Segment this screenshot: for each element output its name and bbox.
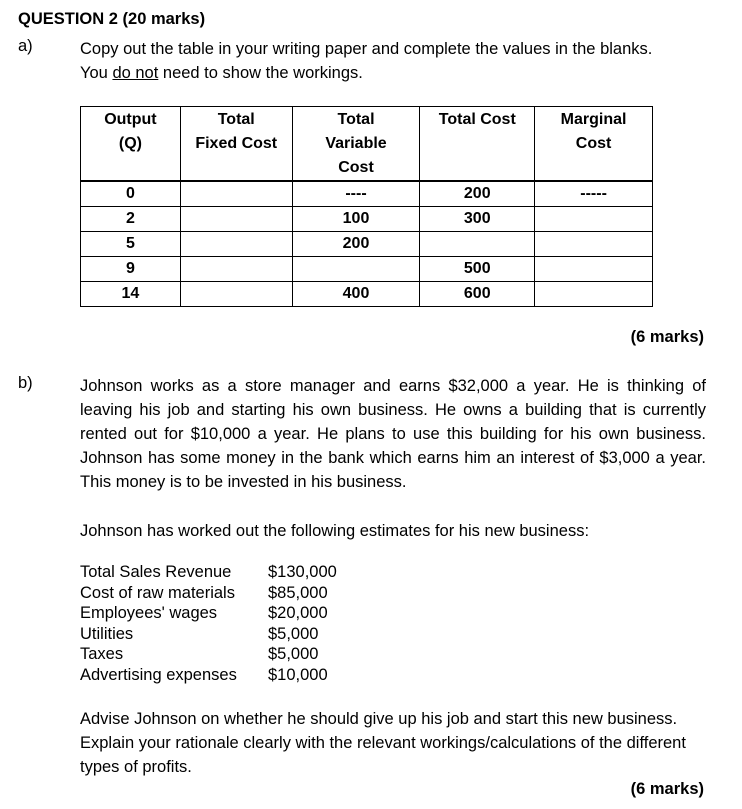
cell-tc: 200 [420, 181, 535, 207]
part-b-marks: (6 marks) [630, 780, 704, 798]
list-item: Total Sales Revenue $130,000 [80, 563, 337, 581]
table-row [81, 232, 653, 257]
part-b-paragraph-1: Johnson works as a store manager and earns $32,000 a year. He is thinking of leaving his job and starting his own business. He owns a building that is currently rented out for $10,000 a year. He plans to use this building for his own business. Johnson has some money in the bank which earns him an interest of $3,000 a year. This money is to be invested in his business. [80, 377, 706, 491]
header-output: Output (Q) [81, 107, 181, 182]
header-total-cost: Total Cost [420, 107, 535, 182]
cell-output: 9 [81, 257, 181, 282]
cell-tfc [180, 181, 292, 207]
part-a-label: a) [18, 37, 33, 55]
estimates-list [80, 562, 337, 685]
table-header-row [81, 107, 653, 182]
cell-mc [535, 257, 653, 282]
cell-output: 0 [81, 181, 181, 207]
cell-tvc: 100 [292, 207, 420, 232]
cell-tfc [180, 282, 292, 307]
list-item: Advertising expenses $10,000 [80, 665, 328, 684]
cell-tfc [180, 232, 292, 257]
part-a-line1: Copy out the table in your writing paper and complete the values in the blanks. [80, 40, 653, 58]
cell-output: 5 [81, 232, 181, 257]
header-total-fixed-cost: Total Fixed Cost [180, 107, 292, 182]
cell-tvc [292, 257, 420, 282]
cell-output: 2 [81, 207, 181, 232]
line2-underlined: do not [112, 64, 159, 82]
cell-mc [535, 232, 653, 257]
list-item: Utilities $5,000 [80, 624, 319, 643]
line2-after: need to show the workings. [158, 64, 363, 82]
part-a-instructions [80, 37, 706, 85]
cell-tc: 600 [420, 282, 535, 307]
question-title: QUESTION 2 (20 marks) [18, 10, 206, 28]
cell-tvc: ---- [292, 181, 420, 207]
part-a-line2 [80, 61, 706, 85]
header-marginal-cost: Marginal Cost [535, 107, 653, 182]
cell-tfc [180, 257, 292, 282]
line2-before: You [80, 64, 113, 82]
cell-output: 14 [81, 282, 181, 307]
cell-mc: ----- [535, 181, 653, 207]
table-row [81, 257, 653, 282]
table-row [81, 282, 653, 307]
cell-tfc [180, 207, 292, 232]
part-b-label: b) [18, 374, 33, 392]
cell-mc [535, 282, 653, 307]
table-row [81, 181, 653, 207]
cell-tvc: 200 [292, 232, 420, 257]
cell-tvc: 400 [292, 282, 420, 307]
cost-table [80, 106, 653, 307]
table-row [81, 207, 653, 232]
cell-tc: 500 [420, 257, 535, 282]
part-b-paragraph-3: Advise Johnson on whether he should give up his job and start this new business. Explain your rationale clearly with the relevant workings/calculations of the different types of profits. [80, 710, 686, 776]
part-b-paragraph-2: Johnson has worked out the following estimates for his new business: [80, 522, 590, 540]
cell-mc [535, 207, 653, 232]
list-item: Employees' wages $20,000 [80, 604, 328, 622]
list-item: Cost of raw materials $85,000 [80, 583, 328, 602]
list-item: Taxes $5,000 [80, 645, 319, 663]
part-a-marks: (6 marks) [630, 328, 704, 346]
cell-tc [420, 232, 535, 257]
header-total-variable-cost: Total Variable Cost [292, 107, 420, 182]
cell-tc: 300 [420, 207, 535, 232]
